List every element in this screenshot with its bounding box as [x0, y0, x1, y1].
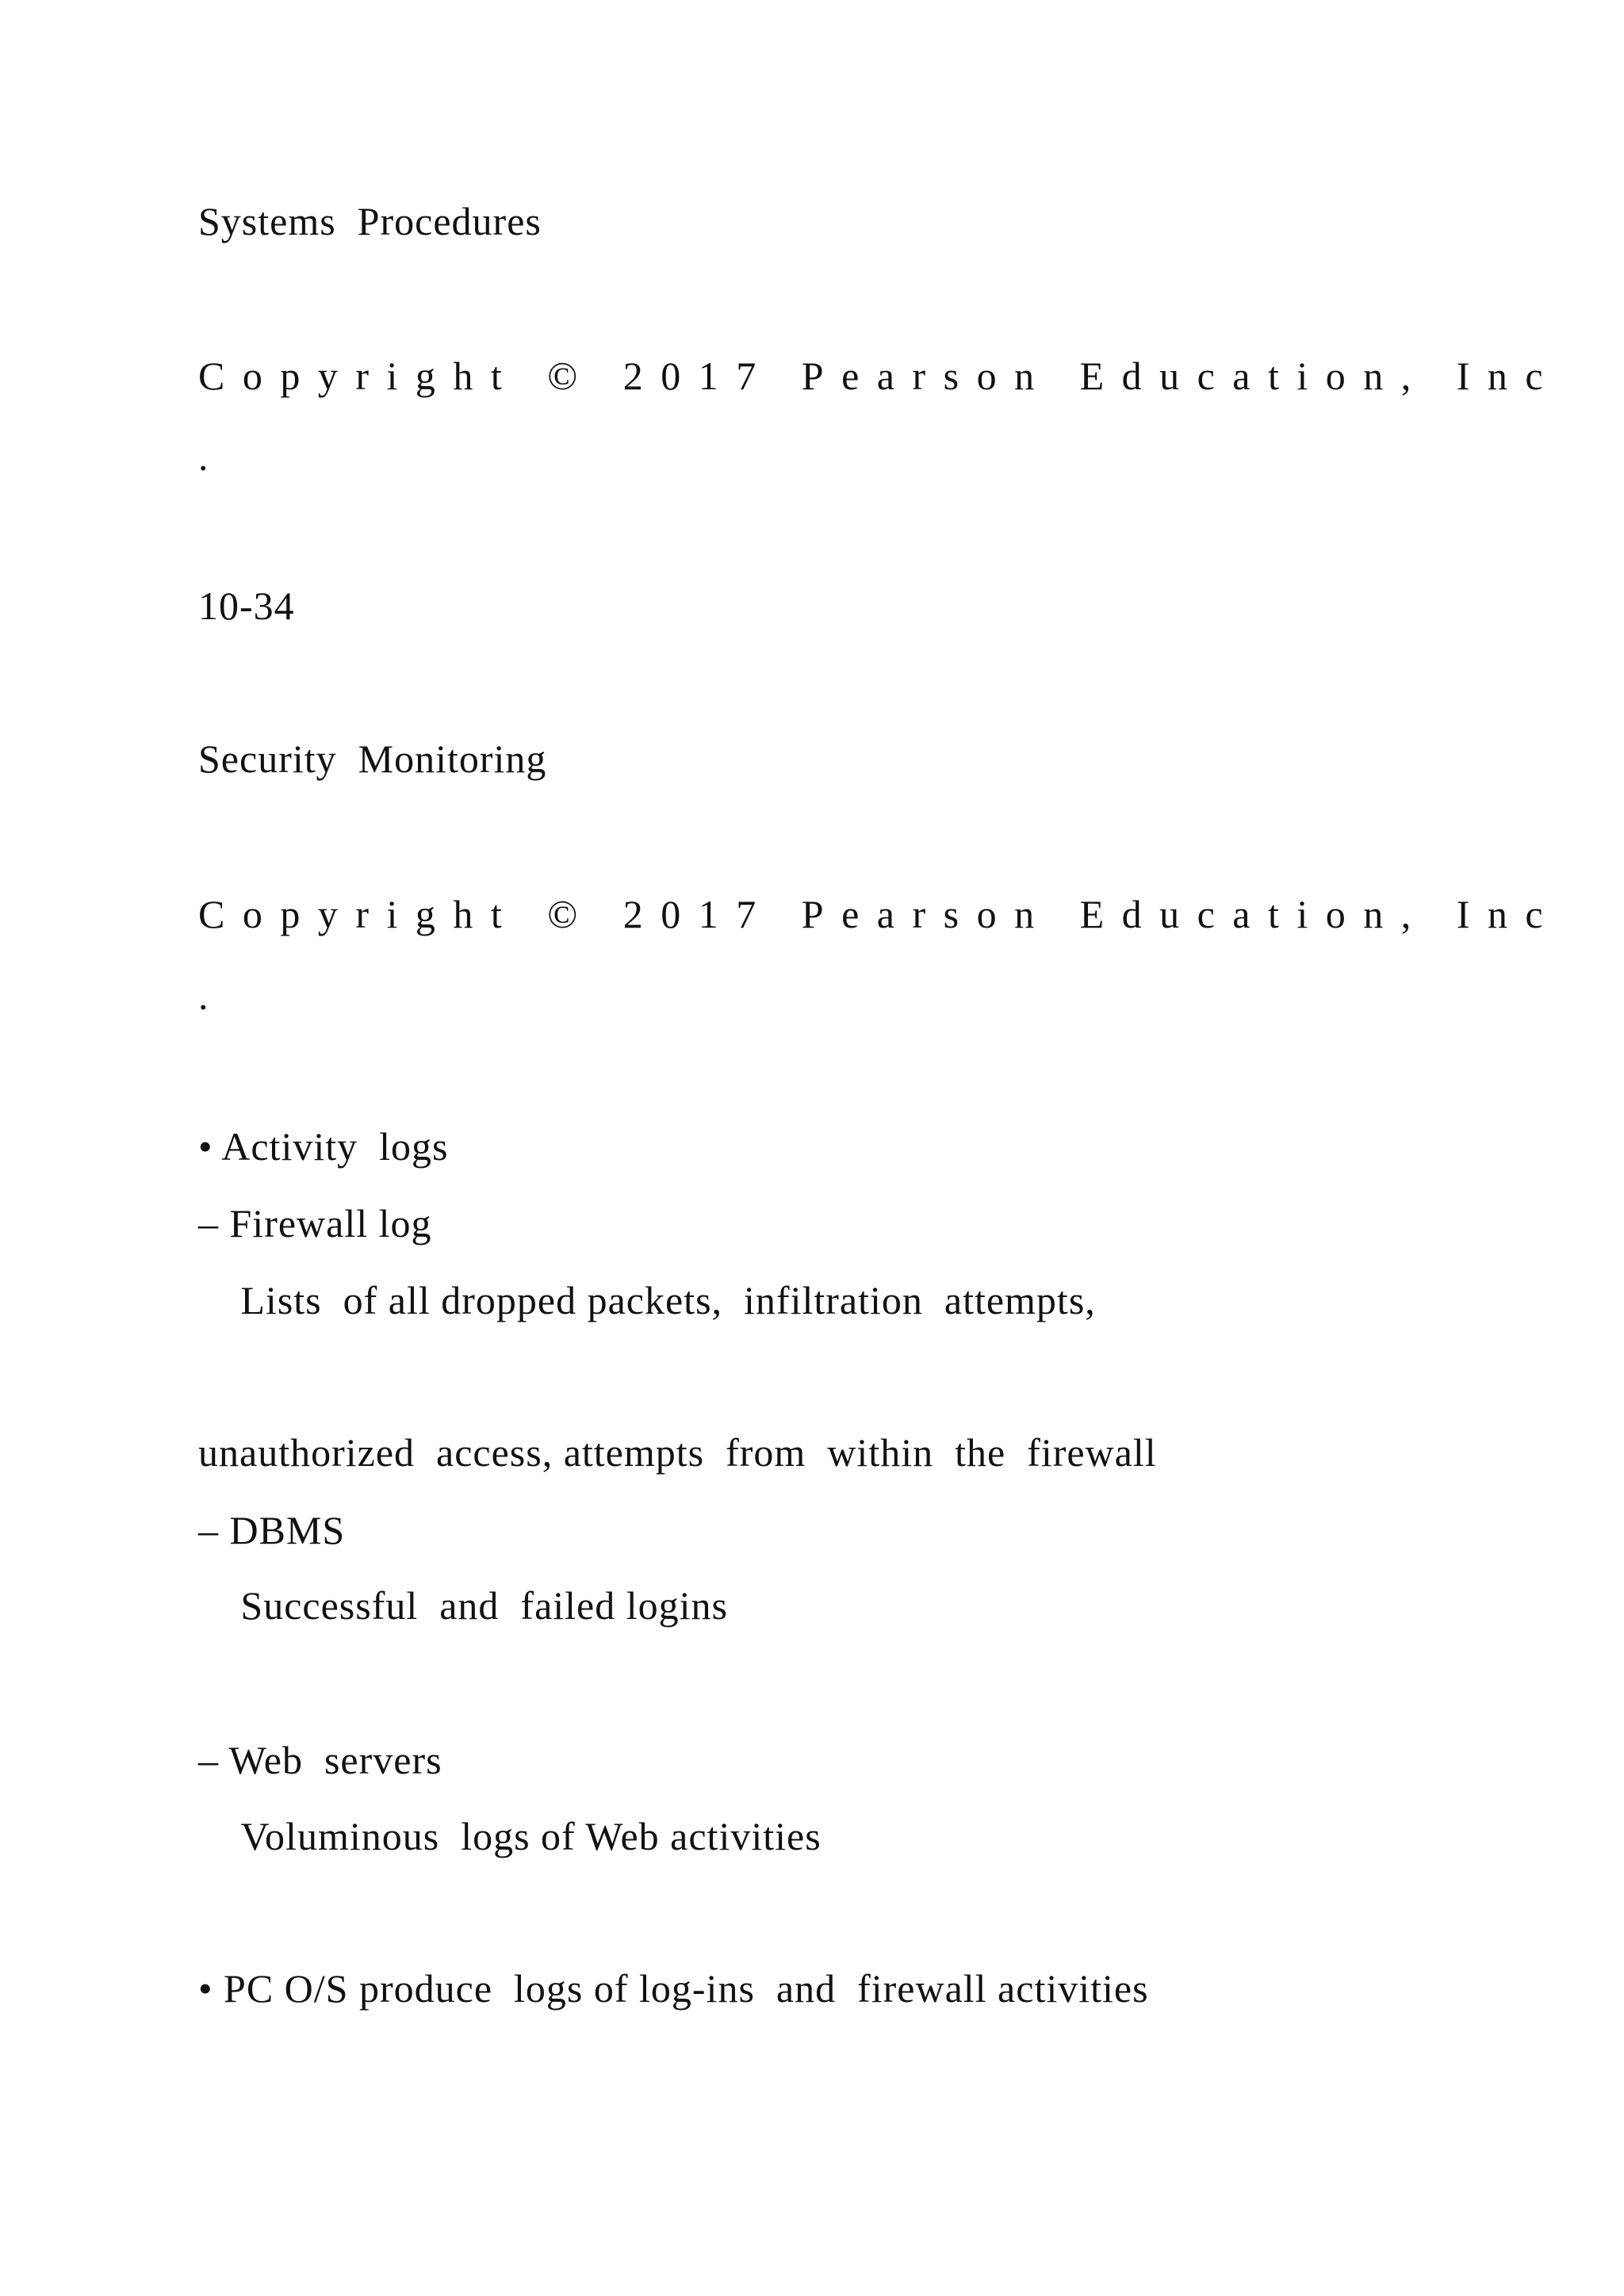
slide-title-security-monitoring: Security Monitoring	[198, 737, 547, 781]
copyright-line: Copyright © 2017 Pearson Education, Inc	[198, 354, 1561, 398]
bullet-pc-os-logs: • PC O/S produce logs of log-ins and firewall activities	[198, 1966, 1149, 2011]
sub-sub-bullet-web-activities: Voluminous logs of Web activities	[198, 1814, 800, 1858]
sub-sub-bullet-logins: Successful and failed logins	[198, 1583, 707, 1628]
copyright-period: .	[198, 434, 209, 479]
copyright-period: .	[198, 974, 209, 1018]
sub-sub-bullet-dropped-packets: Lists of all dropped packets, infiltration attempts,	[198, 1278, 1075, 1322]
bullet-activity-logs: • Activity logs	[198, 1124, 449, 1169]
continuation-unauthorized-access: unauthorized access, attempts from within the firewall	[198, 1430, 1157, 1475]
slide-title-systems-procedures: Systems Procedures	[198, 199, 542, 243]
sub-bullet-firewall-log: – Firewall log	[198, 1201, 432, 1246]
sub-bullet-web-servers: – Web servers	[198, 1738, 442, 1782]
sub-bullet-dbms: – DBMS	[198, 1508, 346, 1552]
slide-number: 10-34	[198, 584, 295, 628]
copyright-line: Copyright © 2017 Pearson Education, Inc	[198, 892, 1561, 936]
